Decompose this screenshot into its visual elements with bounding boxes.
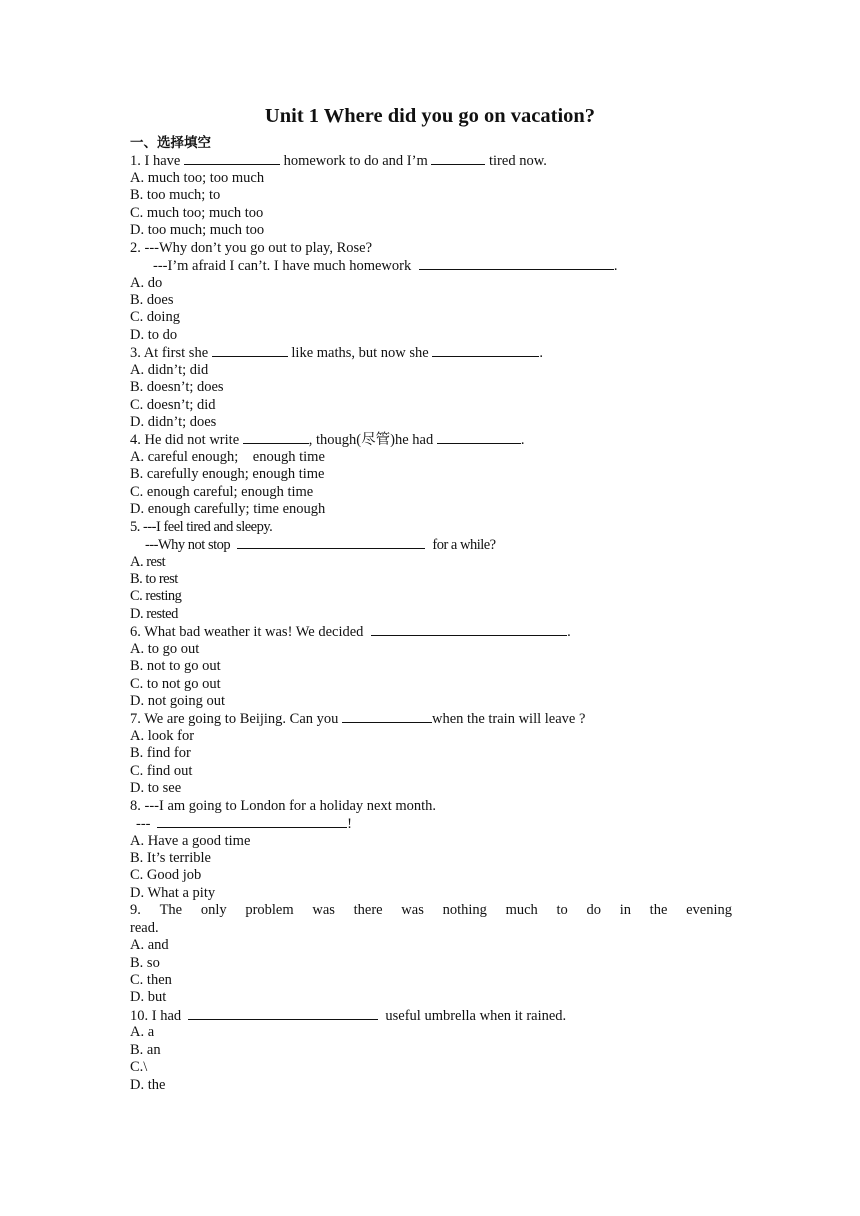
option-b: B. carefully enough; enough time [130, 466, 325, 483]
answer-blank [371, 623, 567, 636]
option-a: A. didn’t; did [130, 361, 209, 378]
option-a: A. do [130, 274, 163, 291]
question-8 [130, 798, 732, 903]
answer-blank [157, 815, 347, 828]
question-10 [130, 1007, 732, 1094]
option-b: B. doesn’t; does [130, 379, 224, 396]
option-b: B. find for [130, 745, 191, 762]
option-d: D. didn’t; does [130, 414, 217, 430]
option-c: C. Good job [130, 867, 202, 884]
option-a: A. look for [130, 727, 195, 744]
question-3 [130, 344, 732, 431]
option-b: B. so [130, 954, 160, 971]
option-b: B. does [130, 291, 174, 308]
question-stem: 6. What bad weather it was! We decided . [130, 624, 571, 641]
option-c: C. much too; much too [130, 204, 264, 221]
option-d: D. not going out [130, 693, 226, 709]
answer-blank [431, 152, 485, 165]
option-c: C. then [130, 972, 172, 988]
option-c: C. to not go out [130, 675, 221, 692]
question-7 [130, 710, 732, 797]
question-6 [130, 623, 732, 710]
question-stem: 9. The only problem was there was nothing much to do in the evening [130, 902, 732, 919]
question-stem-reply: --- ! [136, 816, 352, 833]
question-4 [130, 431, 732, 518]
answer-blank [237, 536, 425, 549]
question-2 [130, 240, 732, 345]
answer-blank [419, 257, 614, 270]
option-d: D. to see [130, 780, 182, 797]
question-1 [130, 152, 732, 239]
option-d: D. the [130, 1076, 166, 1093]
option-c: C. find out [130, 762, 193, 779]
option-b: B. an [130, 1041, 161, 1058]
question-stem: 8. ---I am going to London for a holiday next month. [130, 797, 437, 814]
option-b: B. It’s terrible [130, 849, 211, 866]
option-c: C. resting [130, 588, 182, 605]
option-d: D. rested [130, 605, 178, 622]
question-9 [130, 902, 732, 1007]
option-a: A. rest [130, 553, 166, 570]
option-d: D. but [130, 989, 167, 1006]
option-c: C. enough careful; enough time [130, 483, 314, 500]
section-title: 一、选择填空 [130, 135, 211, 151]
answer-blank [342, 710, 432, 723]
option-d: D. too much; much too [130, 222, 265, 239]
question-stem: 5. ---I feel tired and sleepy. [130, 518, 273, 535]
option-c: C. doing [130, 309, 180, 326]
option-a: A. Have a good time [130, 832, 251, 849]
question-stem: 3. At first she like maths, but now she . [130, 345, 543, 362]
question-stem-continued: read. [130, 919, 159, 936]
option-d: D. to do [130, 326, 178, 343]
answer-blank [188, 1007, 378, 1020]
option-a: A. to go out [130, 640, 200, 657]
question-stem: 7. We are going to Beijing. Can you when the train will leave ? [130, 711, 586, 728]
option-a: A. and [130, 937, 169, 954]
option-b: B. to rest [130, 570, 178, 587]
question-stem: 1. I have homework to do and I’m tired now. [130, 153, 547, 170]
answer-blank [437, 431, 521, 444]
option-b: B. not to go out [130, 658, 221, 675]
question-stem: 10. I had useful umbrella when it rained. [130, 1007, 567, 1024]
question-stem: 2. ---Why don’t you go out to play, Rose? [130, 239, 373, 256]
option-d: D. What a pity [130, 884, 216, 901]
question-stem-reply: ---I’m afraid I can’t. I have much homework . [153, 258, 618, 275]
answer-blank [243, 431, 309, 444]
answer-blank [184, 152, 280, 165]
option-b: B. too much; to [130, 187, 221, 204]
option-a: A. careful enough; enough time [130, 448, 325, 465]
question-stem-reply: ---Why not stop for a while? [145, 537, 496, 554]
question-5 [130, 519, 732, 624]
option-c: C. doesn’t; did [130, 396, 216, 413]
option-a: A. a [130, 1024, 155, 1041]
worksheet-content [130, 135, 732, 1094]
option-c: C.\ [130, 1059, 148, 1076]
option-a: A. much too; too much [130, 169, 265, 186]
question-stem: 4. He did not write , though(尽管)he had . [130, 432, 525, 449]
answer-blank [212, 344, 288, 357]
page-title: Unit 1 Where did you go on vacation? [264, 105, 596, 127]
option-d: D. enough carefully; time enough [130, 501, 326, 518]
answer-blank [432, 344, 539, 357]
